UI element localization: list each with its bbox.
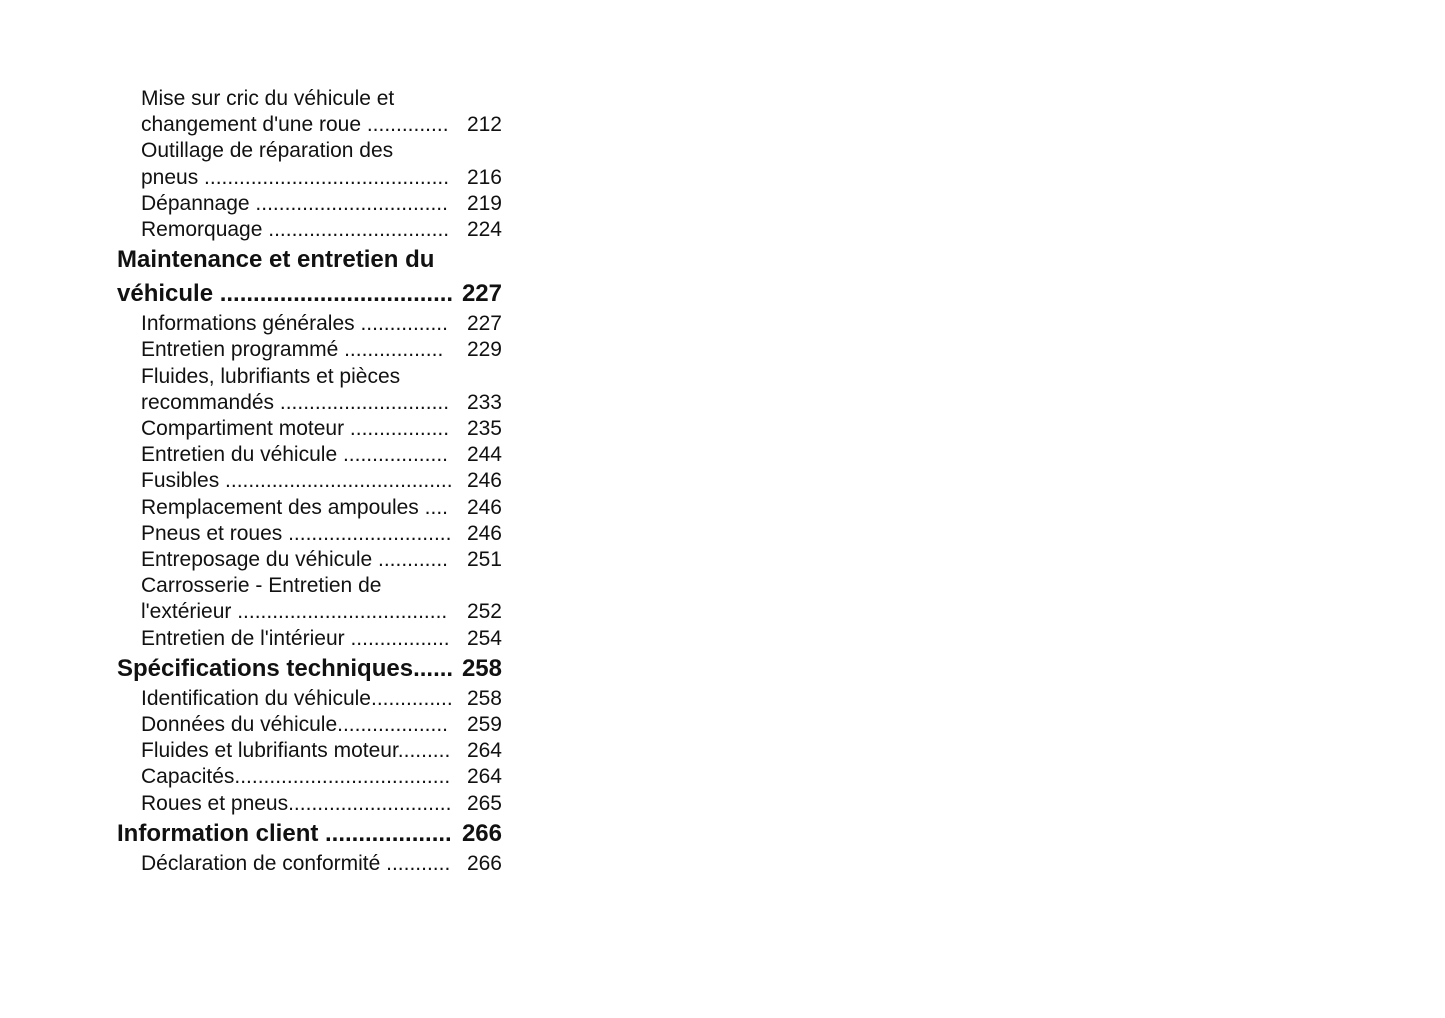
toc-entry-text: Pneus et roues ............................	[141, 521, 452, 545]
toc-entry-line[interactable]	[141, 138, 502, 164]
toc-page-number: 254	[466, 626, 502, 650]
toc-entry-line[interactable]	[141, 86, 502, 112]
toc-page-number: 227	[466, 312, 502, 336]
toc-entry-line[interactable]	[141, 112, 502, 138]
toc-entry-line[interactable]	[141, 495, 502, 521]
toc-entry-text: Fluides et lubrifiants moteur.........	[141, 739, 451, 763]
toc-entry-text: Données du véhicule...................	[141, 713, 448, 737]
toc-entry-text: Compartiment moteur .................	[141, 417, 450, 441]
toc-page-number: 229	[466, 338, 502, 362]
table-of-contents	[117, 86, 502, 877]
toc-page-number: 264	[466, 739, 502, 763]
toc-entry-line[interactable]	[141, 364, 502, 390]
toc-entry-line[interactable]	[141, 468, 502, 494]
toc-section-line[interactable]	[117, 243, 502, 277]
toc-page-number: 258	[466, 686, 502, 710]
toc-page-number: 264	[466, 765, 502, 789]
toc-section-line[interactable]	[117, 817, 502, 851]
toc-page-number: 246	[466, 521, 502, 545]
toc-page-number: 266	[461, 819, 502, 847]
toc-entry-text: Information client ...................	[117, 819, 452, 847]
toc-entry-line[interactable]	[141, 521, 502, 547]
toc-entry-text: Fusibles .......................................	[141, 469, 453, 493]
toc-entry-text: Carrosserie - Entretien de	[141, 574, 382, 598]
toc-entry-text: Entretien du véhicule ..................	[141, 443, 448, 467]
toc-entry-text: Capacités.....................................	[141, 765, 451, 789]
toc-entry-line[interactable]	[141, 165, 502, 191]
toc-entry-text: Déclaration de conformité ...........	[141, 851, 451, 875]
toc-entry-line[interactable]	[141, 390, 502, 416]
toc-entry-line[interactable]	[141, 311, 502, 337]
toc-entry-text: Entretien de l'intérieur .................	[141, 626, 450, 650]
toc-entry-line[interactable]	[141, 217, 502, 243]
toc-entry-text: Informations générales ...............	[141, 312, 448, 336]
toc-page-number: 224	[466, 218, 502, 242]
toc-entry-text: Maintenance et entretien du	[117, 246, 435, 274]
toc-entry-line[interactable]	[141, 599, 502, 625]
toc-page-number: 251	[466, 548, 502, 572]
toc-entry-line[interactable]	[141, 738, 502, 764]
toc-entry-text: véhicule ...................................	[117, 280, 454, 308]
toc-entry-text: Roues et pneus............................	[141, 791, 452, 815]
toc-entry-line[interactable]	[141, 416, 502, 442]
toc-entry-text: Entreposage du véhicule ............	[141, 548, 449, 572]
toc-entry-text: Mise sur cric du véhicule et	[141, 87, 395, 110]
toc-page-number: 216	[466, 165, 502, 189]
toc-page-number: 233	[466, 390, 502, 414]
toc-entry-text: Spécifications techniques......	[117, 654, 454, 682]
toc-page-number: 252	[466, 600, 502, 624]
toc-entry-line[interactable]	[141, 712, 502, 738]
toc-entry-line[interactable]	[141, 547, 502, 573]
toc-entry-line[interactable]	[141, 791, 502, 817]
toc-section-line[interactable]	[117, 652, 502, 686]
toc-page-number: 258	[461, 654, 502, 682]
toc-entry-text: Outillage de réparation des	[141, 139, 394, 163]
toc-page-number: 219	[466, 191, 502, 215]
toc-entry-text: l'extérieur ....................................	[141, 600, 448, 624]
toc-page-number: 266	[466, 851, 502, 875]
toc-entry-line[interactable]	[141, 851, 502, 877]
toc-section-line[interactable]	[117, 277, 502, 311]
toc-entry-text: Dépannage .................................	[141, 191, 448, 215]
toc-entry-line[interactable]	[141, 191, 502, 217]
toc-page-number: 259	[466, 713, 502, 737]
toc-entry-line[interactable]	[141, 337, 502, 363]
toc-page-number: 244	[466, 443, 502, 467]
toc-entry-text: Remplacement des ampoules ....	[141, 495, 448, 519]
toc-page-number: 235	[466, 417, 502, 441]
toc-entry-line[interactable]	[141, 626, 502, 652]
toc-entry-text: Fluides, lubrifiants et pièces	[141, 364, 401, 388]
toc-entry-text: pneus ..........................................	[141, 165, 450, 189]
toc-page-number: 246	[466, 495, 502, 519]
toc-entry-text: Remorquage ...............................	[141, 218, 450, 242]
toc-entry-line[interactable]	[141, 573, 502, 599]
toc-entry-text: recommandés .............................	[141, 390, 450, 414]
toc-entry-text: Identification du véhicule..............	[141, 686, 453, 710]
toc-page-number: 265	[466, 791, 502, 815]
toc-page-number: 246	[466, 469, 502, 493]
toc-entry-line[interactable]	[141, 686, 502, 712]
toc-entry-line[interactable]	[141, 442, 502, 468]
toc-page-number: 227	[461, 280, 502, 308]
toc-page-number: 212	[466, 113, 502, 137]
toc-entry-line[interactable]	[141, 764, 502, 790]
toc-entry-text: Entretien programmé .................	[141, 338, 444, 362]
toc-entry-text: changement d'une roue ..............	[141, 113, 449, 137]
